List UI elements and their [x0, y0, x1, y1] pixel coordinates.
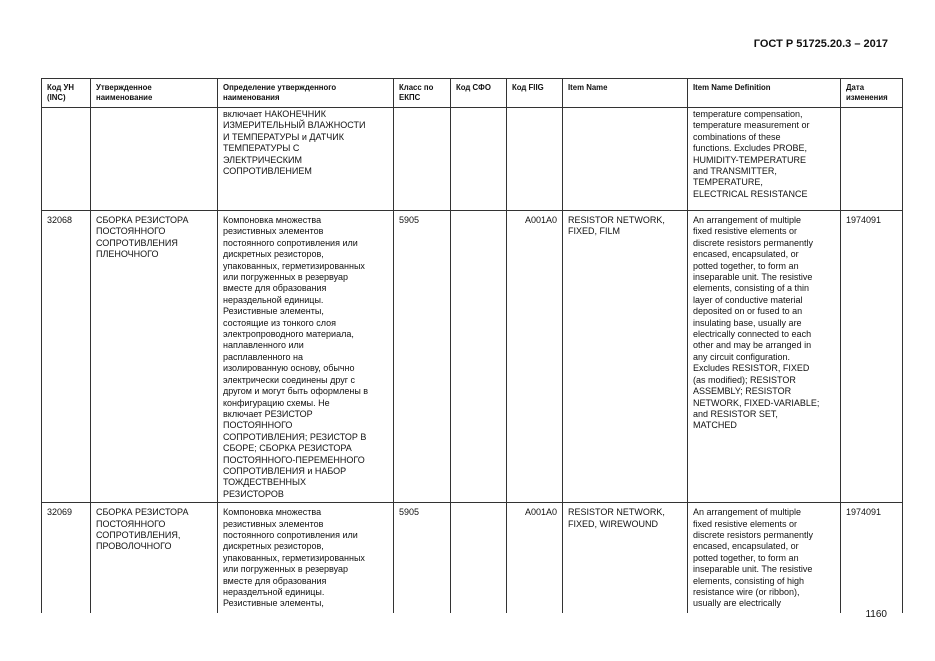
cell-item-definition — [688, 503, 841, 614]
cell-definition-text: Компоновка множества резистивных элементов постоянного сопротивления или дискретных резисторов, упакованных, герметизированных или погруженных в резервуар вместе для образования неразделъной единицы. Резистивные элементы, — [223, 507, 365, 609]
cell-date: 1974091 — [841, 211, 903, 503]
cell-item-name: RESISTOR NETWORK, FIXED, FILM — [563, 211, 688, 503]
catalog-table — [41, 78, 903, 613]
cell-class: 5905 — [394, 503, 451, 614]
col-header-definition: Определение утвержденного наименования — [218, 79, 394, 108]
cell-inc: 32069 — [42, 503, 91, 614]
cell-item-definition: temperature compensation, temperature measurement or combinations of these functions. Excludes PROBE, HUMIDITY-TEMPERATURE and TRANSMITTER, TEMPERATURE, ELECTRICAL RESISTANCE — [688, 108, 841, 211]
col-header-approved-name: Утвержденное наименование — [91, 79, 218, 108]
table-row — [42, 211, 903, 503]
cell-date: 1974091 — [841, 503, 903, 614]
cell-sfo — [451, 211, 507, 503]
cell-class — [394, 108, 451, 211]
cell-item-definition-text: An arrangement of multiple fixed resistive elements or discrete resistors permanently encased, encapsulated, or potted together, to form an inseparable unit. The resistive elements, consisting of high resistance wire (or ribbon), usually are electrically — [693, 507, 814, 609]
cell-name — [91, 108, 218, 211]
cell-date — [841, 108, 903, 211]
table-row-continuation — [42, 108, 903, 211]
cell-name: СБОРКА РЕЗИСТОРА ПОСТОЯННОГО СОПРОТИВЛЕНИЯ, ПРОВОЛОЧНОГО — [91, 503, 218, 614]
col-header-date: Дата изменения — [841, 79, 903, 108]
table-header-row — [42, 79, 903, 108]
col-header-item-name: Item Name — [563, 79, 688, 108]
cell-fiig: A001A0 — [507, 211, 563, 503]
col-header-class: Класс по ЕКПС — [394, 79, 451, 108]
cell-definition: включает НАКОНЕЧНИК ИЗМЕРИТЕЛЬНЫЙ ВЛАЖНОСТИ И ТЕМПЕРАТУРЫ и ДАТЧИК ТЕМПЕРАТУРЫ С ЭЛЕКТРИЧЕСКИМ СОПРОТИВЛЕНИЕМ — [218, 108, 394, 211]
col-header-inc: Код УН (INC) — [42, 79, 91, 108]
col-header-item-definition: Item Name Definition — [688, 79, 841, 108]
table-row — [42, 503, 903, 614]
cell-item-definition: An arrangement of multiple fixed resistive elements or discrete resistors permanently encased, encapsulated, or potted together, to form an inseparable unit. The resistive elements, consisting of a thin layer of conductive material deposited on or fused to an insulating base, usually are electrically connected to each other and may be arranged in any circuit configuration. Excludes RESISTOR, FIXED (as modified); RESISTOR ASSEMBLY; RESISTOR NETWORK, FIXED-VARIABLE; and RESISTOR SET, MATCHED — [688, 211, 841, 503]
cell-fiig — [507, 108, 563, 211]
cell-definition: Компоновка множества резистивных элементов постоянного сопротивления или дискретных резисторов, упакованных, герметизированных или погруженных в резервуар вместе для образования нераздельной единицы. Резистивные элементы, состоящие из тонкого слоя электропроводного материала, наплавленного или расплавленного на изолированную основу, обычно электрически соединены друг с другом и могут быть оформлены в конфигурацию схемы. Не включает РЕЗИСТОР ПОСТОЯННОГО СОПРОТИВЛЕНИЯ; РЕЗИСТОР В СБОРЕ; СБОРКА РЕЗИСТОРА ПОСТОЯННОГО-ПЕРЕМЕННОГО СОПРОТИВЛЕНИЯ и НАБОР ТОЖДЕСТВЕННЫХ РЕЗИСТОРОВ — [218, 211, 394, 503]
cell-class: 5905 — [394, 211, 451, 503]
document-header: ГОСТ Р 51725.20.3 – 2017 — [753, 38, 888, 50]
cell-definition — [218, 503, 394, 614]
col-header-sfo: Код СФО — [451, 79, 507, 108]
cell-item-name: RESISTOR NETWORK, FIXED, WIREWOUND — [563, 503, 688, 614]
cell-sfo — [451, 108, 507, 211]
cell-fiig: A001A0 — [507, 503, 563, 614]
cell-sfo — [451, 503, 507, 614]
cell-name: СБОРКА РЕЗИСТОРА ПОСТОЯННОГО СОПРОТИВЛЕНИЯ ПЛЕНОЧНОГО — [91, 211, 218, 503]
cell-inc: 32068 — [42, 211, 91, 503]
cell-inc — [42, 108, 91, 211]
col-header-fiig: Код FIIG — [507, 79, 563, 108]
cell-item-name — [563, 108, 688, 211]
page-number: 1160 — [865, 609, 887, 620]
